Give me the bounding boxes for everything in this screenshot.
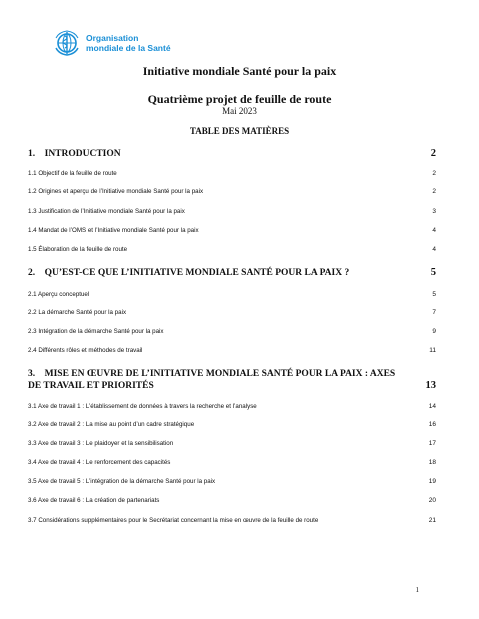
toc-subsection[interactable] [28,421,436,428]
toc-page-number: 14 [428,403,436,410]
toc-page-number: 18 [428,459,436,466]
toc-entry-label: 1.3 Justification de l’Initiative mondiale Santé pour la paix [28,208,185,215]
toc-entry-label: 3.2 Axe de travail 2 : La mise au point d’un cadre stratégique [28,421,195,428]
toc-entry-label: 2.3 Intégration de la démarche Santé pour la paix [28,328,164,335]
toc-heading: TABLE DES MATIÈRES [189,126,290,136]
toc-entry-label: 2.4 Différents rôles et méthodes de travail [28,347,143,354]
toc-page-number: 17 [428,440,436,447]
toc-section[interactable] [28,368,436,392]
toc-page-number: 13 [425,380,436,391]
logo-line-1: Organisation [86,33,139,43]
toc-subsection[interactable] [28,440,436,447]
toc-subsection[interactable] [28,403,436,410]
toc-entry-label: 3. MISE EN ŒUVRE DE L’INITIATIVE MONDIALE SANTÉ POUR LA PAIX : AXES DE TRAVAIL ET PRIORITÉS [28,369,396,391]
toc-page-number: 19 [428,478,436,485]
toc-entry-label: 1.2 Origines et aperçu de l’Initiative mondiale Santé pour la paix [28,188,204,195]
toc-entry-label: 2.1 Aperçu conceptuel [28,291,90,298]
toc-entry-label: 2.2 La démarche Santé pour la paix [28,309,127,316]
toc-section[interactable] [28,267,436,279]
toc-page-number: 21 [428,517,436,524]
toc-subsection[interactable] [28,170,436,177]
toc-entry-label: 1. INTRODUCTION [28,149,121,159]
toc-entry-label: 1.4 Mandat de l’OMS et l’Initiative mondiale Santé pour la paix [28,227,199,234]
document-date: Mai 2023 [222,106,257,116]
toc-subsection[interactable] [28,347,436,354]
toc-page-number: 2 [432,188,436,195]
toc-page-number: 3 [432,208,436,215]
document-title: Initiative mondiale Santé pour la paix [142,64,337,78]
toc-entry-label: 3.4 Axe de travail 4 : Le renforcement des capacités [28,459,171,466]
toc-entry-label: 3.5 Axe de travail 5 : L’intégration de la démarche Santé pour la paix [28,478,216,485]
toc-page-number: 20 [428,497,436,504]
toc-section[interactable] [28,148,436,160]
page-footer-number: 1 [415,586,419,594]
toc-subsection[interactable] [28,459,436,466]
toc-page-number: 4 [432,246,436,253]
toc-page-number: 5 [430,267,436,278]
toc-entry-label: 1.5 Élaboration de la feuille de route [28,246,128,253]
toc-entry-label: 1.1 Objectif de la feuille de route [28,170,117,177]
who-logo [52,28,171,58]
toc-entry-label: 3.1 Axe de travail 1 : L’établissement de données à travers la recherche et l’analyse [28,403,257,410]
toc-page-number: 16 [428,421,436,428]
toc-subsection[interactable] [28,246,436,253]
toc-page-number: 2 [432,170,436,177]
toc-subsection[interactable] [28,478,436,485]
toc-entry-label: 3.7 Considérations supplémentaires pour le Secrétariat concernant la mise en œuvre de la feuille de route [28,517,319,524]
toc-subsection[interactable] [28,309,436,316]
toc-page-number: 7 [432,309,436,316]
toc-entry-label: 2. QU’EST-CE QUE L’INITIATIVE MONDIALE SANTÉ POUR LA PAIX ? [28,268,350,278]
toc-subsection[interactable] [28,328,436,335]
toc-entry-label: 3.6 Axe de travail 6 : La création de partenariats [28,497,160,504]
toc-page-number: 9 [432,328,436,335]
toc-subsection[interactable] [28,208,436,215]
toc-page-number: 11 [429,347,436,354]
toc-page-number: 5 [432,291,436,298]
toc-subsection[interactable] [28,497,436,504]
logo-line-2: mondiale de la Santé [86,43,171,53]
who-emblem-icon [52,28,82,58]
toc-entry-label: 3.3 Axe de travail 3 : Le plaidoyer et la sensibilisation [28,440,174,447]
who-logo-text [86,33,171,53]
toc-subsection[interactable] [28,291,436,298]
toc-subsection[interactable] [28,517,436,524]
toc-subsection[interactable] [28,188,436,195]
toc-subsection[interactable] [28,227,436,234]
document-subtitle: Quatrième projet de feuille de route [147,92,332,106]
toc-page-number: 2 [430,148,436,159]
toc-page-number: 4 [432,227,436,234]
